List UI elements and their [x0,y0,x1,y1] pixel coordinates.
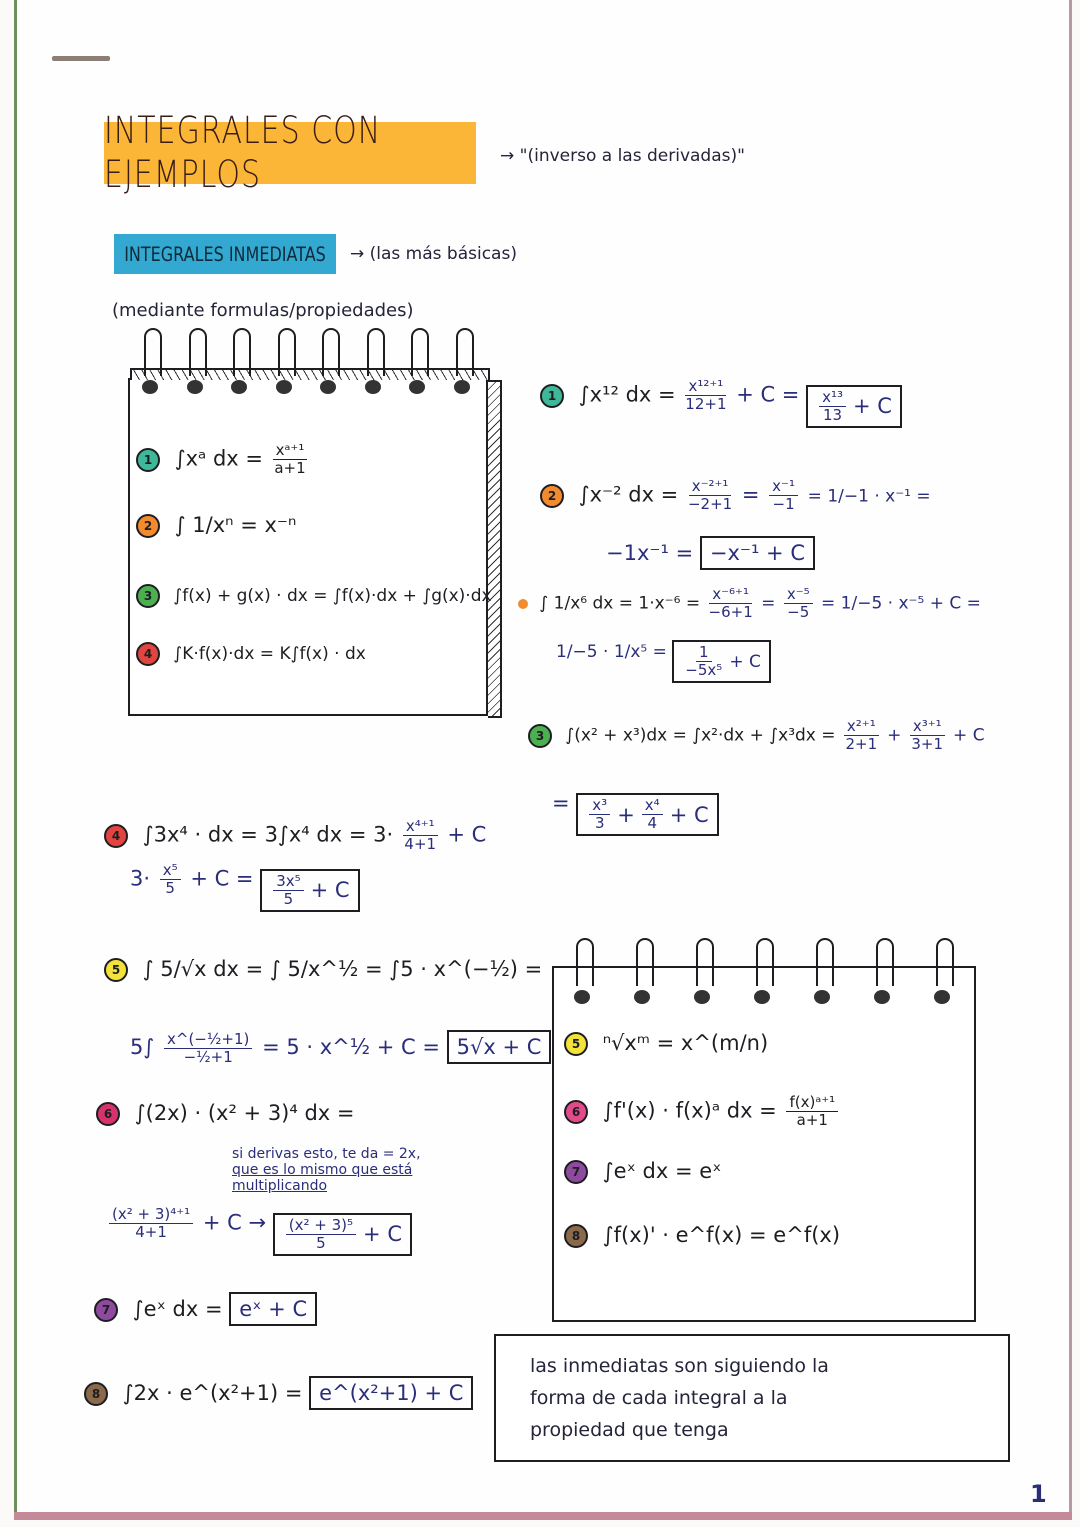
answer-box [273,1213,412,1256]
example-4 [104,818,486,853]
fraction [688,478,732,513]
formula-card-2 [552,966,976,1322]
answer-box: e^(x²+1) + C [309,1376,473,1410]
example-lhs: ∫x⁻² dx = [578,482,679,507]
bullet-icon [518,599,528,609]
denominator: −1 [772,495,795,513]
answer-tail: + C [669,802,709,827]
example-step: 5∫ [130,1035,155,1059]
ring-icon [754,938,774,986]
ring-icon [187,328,207,394]
example-step: + C = [190,866,254,891]
fraction [844,718,879,753]
denominator: 13 [823,405,843,424]
rule-lhs: ∫K·f(x)·dx = [173,644,275,664]
example-2b-result [556,640,771,683]
page-title: INTEGRALES CON EJEMPLOS [104,109,382,197]
example-step: 1/−5 · 1/x⁵ = [556,642,667,662]
answer-box [260,869,359,912]
fraction [685,378,726,413]
ring-icon [814,938,834,986]
example-8 [84,1376,473,1410]
rule-rhs: ∫f(x)·dx + ∫g(x)·dx [332,586,492,606]
example-4-result [130,862,360,912]
example-lhs: ∫(2x) · (x² + 3)⁴ dx = [134,1101,355,1125]
example-lhs: ∫(x² + x³)dx = ∫x²·dx + ∫x³dx = [565,725,836,746]
numerator: 3x⁵ [273,873,303,891]
denominator: −½+1 [183,1047,233,1066]
example-6 [96,1100,355,1126]
example-tail: + C [953,725,985,746]
summary-text [530,1350,829,1446]
denominator: 5 [283,889,294,908]
example-7 [94,1292,317,1326]
denominator: 4+1 [404,835,437,853]
number-badge-icon: 1 [540,384,564,408]
example-5 [104,956,542,982]
example-step: + C → [202,1210,267,1235]
number-badge-icon: 2 [540,484,564,508]
rule-5 [564,1030,768,1056]
example-step: 3· [130,866,151,891]
page-number: 1 [1030,1480,1047,1508]
example-6-annotation [232,1146,421,1194]
answer-tail: + C [310,878,350,902]
example-6-result [106,1206,412,1256]
ring-icon [320,328,340,394]
fraction [642,797,663,832]
number-badge-icon: 2 [136,514,160,538]
answer-tail: + C [729,651,761,672]
answer-box: 5√x + C [447,1030,552,1064]
example-2: 2 ∫x⁻² dx = $\frac{\text{x⁻²⁺¹}}{-2+1}$ = $\frac{\text{x⁻¹}}{-1}$ = 1/−1 · x⁻¹ = [540,478,931,513]
fraction [273,873,303,908]
rule-7 [564,1158,722,1184]
number-badge-icon: 7 [94,1298,118,1322]
subtitle-note: → (las más básicas) [350,244,517,264]
title-highlight [104,109,476,197]
denominator: 2+1 [845,735,878,753]
rule-text: ∫eˣ dx = eˣ [602,1159,722,1183]
example-step: = 5 · x^½ + C = [262,1035,440,1059]
example-2b: ∫ 1/x⁶ dx = 1·x⁻⁶ = $\frac{\text{x⁻⁶⁺¹}}{-6+1}$ = $\frac{\text{x⁻⁵}}{-5}$ = 1/−5 · x⁻⁵ + C = [518,586,981,621]
ring-icon [694,938,714,986]
example-tail: + C [447,822,487,847]
rule-4 [136,642,366,666]
fraction [164,1031,252,1066]
fraction [709,586,753,621]
number-badge-icon: 5 [104,958,128,982]
ring-icon [142,328,162,394]
numerator: f(x)ᵃ⁺¹ [786,1094,838,1112]
example-lhs: ∫ 1/x⁶ dx = 1·x⁻⁶ = [539,593,701,614]
number-badge-icon: 6 [564,1100,588,1124]
fraction [286,1217,356,1252]
answer-tail: + C [363,1222,402,1246]
page-edge [14,1512,1072,1520]
denominator: −5 [787,603,810,621]
fraction [589,797,610,832]
fraction [160,862,181,897]
rule-text: ⁿ√xᵐ = x^(m/n) [602,1031,769,1055]
number-badge-icon: 4 [136,642,160,666]
ring-icon [454,328,474,394]
numerator: xᵃ⁺¹ [273,442,308,460]
numerator: x¹²⁺¹ [685,378,726,396]
method-note: (mediante formulas/propiedades) [112,300,414,321]
numerator: x^(−½+1) [164,1031,252,1049]
answer-box: $\frac{\text{x³}}{3}$ + $\frac{\text{x⁴}}{4}$ + C [576,793,718,836]
annotation-line: multiplicando [232,1178,328,1194]
denominator: 4+1 [135,1223,167,1241]
rule-lhs: ∫f'(x) · f(x)ᵃ dx = [602,1098,777,1123]
card-side-edge [488,380,502,718]
denominator: 3 [594,814,605,832]
denominator: 5 [165,879,175,897]
numerator: x⁻²⁺¹ [689,478,732,496]
numerator: x²⁺¹ [844,718,879,736]
answer-box: −x⁻¹ + C [700,536,815,570]
denominator: 12+1 [685,395,727,413]
annotation-line: que es lo mismo que está [232,1162,413,1178]
denominator: a+1 [796,1111,828,1129]
example-lhs: ∫2x · e^(x²+1) = [122,1381,303,1405]
numerator: 1 [696,644,712,662]
rule-8 [564,1222,840,1248]
ring-icon [934,938,954,986]
number-badge-icon: 3 [528,724,552,748]
ring-icon [231,328,251,394]
ring-icon [276,328,296,394]
fraction [786,1094,838,1129]
number-badge-icon: 4 [104,824,128,848]
example-step: = 1/−1 · x⁻¹ = [807,486,931,507]
ring-icon [365,328,385,394]
example-2-result [606,536,815,570]
denominator: 4 [647,814,658,832]
spiral-rings [554,938,974,986]
number-badge-icon: 1 [136,448,160,472]
denominator: −5x⁵ [685,661,723,679]
numerator: x⁻¹ [769,478,798,496]
fraction [819,389,846,424]
denominator: a+1 [274,459,306,477]
number-badge-icon: 8 [564,1224,588,1248]
rule-rhs: K∫f(x) · dx [279,644,366,664]
ring-icon [874,938,894,986]
example-mid: + C = [736,382,800,407]
example-step: −1x⁻¹ = [606,541,694,565]
fraction [784,586,813,621]
summary-line: propiedad que tenga [530,1419,729,1441]
spiral-rings [130,328,486,394]
rule-lhs: ∫f(x) + g(x) · dx = [173,586,328,606]
rule-lhs: ∫xᵃ dx = [174,446,263,471]
title-note: → "(inverso a las derivadas)" [500,146,745,166]
ring-icon [634,938,654,986]
summary-line: forma de cada integral a la [530,1387,788,1409]
example-5-result [130,1030,551,1066]
numerator: (x² + 3)⁴⁺¹ [109,1206,193,1224]
numerator: x⁻⁶⁺¹ [709,586,752,604]
tape-strip [52,56,110,61]
numerator: x³ [589,797,610,815]
annotation-line: si derivas esto, te da = 2x, [232,1146,421,1162]
ring-icon [409,328,429,394]
denominator: −2+1 [687,495,733,513]
denominator: 5 [316,1233,326,1252]
numerator: (x² + 3)⁵ [286,1217,356,1235]
example-lhs: ∫eˣ dx = [132,1297,223,1321]
number-badge-icon: 8 [84,1382,108,1406]
answer-box [806,385,902,428]
number-badge-icon: 3 [136,584,160,608]
answer-box [672,640,771,683]
example-1 [540,378,902,428]
rule-6 [564,1094,841,1129]
numerator: x⁴ [642,797,663,815]
rule-lhs: ∫ 1/xⁿ = [174,513,258,537]
fraction [910,718,945,753]
numerator: x¹³ [819,389,846,407]
fraction [109,1206,193,1241]
example-step: = 1/−5 · x⁻⁵ + C = [821,593,981,614]
example-lhs: ∫x¹² dx = [578,382,676,407]
section-title: INTEGRALES INMEDIATAS [124,242,326,266]
rule-text: ∫f(x)' · e^f(x) = e^f(x) [602,1223,841,1247]
summary-line: las inmediatas son siguiendo la [530,1355,829,1377]
fraction [769,478,798,513]
answer-tail: + C [853,394,892,418]
example-3-result: = $\frac{\text{x³}}{3}$ + $\frac{\text{x⁴}}{4}$ + C [552,790,719,836]
number-badge-icon: 5 [564,1032,588,1056]
subtitle-highlight [114,234,336,274]
denominator: −6+1 [708,603,753,621]
numerator: x⁻⁵ [784,586,813,604]
example-3: 3 ∫(x² + x³)dx = ∫x²·dx + ∫x³dx = $\frac{\text{x²⁺¹}}{2+1}$ + $\frac{\text{x³⁺¹}}{3+1}$ + C [528,718,985,753]
number-badge-icon: 7 [564,1160,588,1184]
rule-2 [136,512,296,538]
formula-card-1 [128,378,492,716]
example-lhs: ∫3x⁴ · dx = 3∫x⁴ dx = 3· [142,822,394,847]
answer-box: eˣ + C [229,1292,317,1326]
ring-icon [574,938,594,986]
fraction [273,442,308,477]
rule-rhs: x⁻ⁿ [264,513,297,537]
denominator: 3+1 [911,735,944,753]
example-lhs: ∫ 5/√x dx = ∫ 5/x^½ = ∫5 · x^(−½) = [142,957,543,981]
numerator: x³⁺¹ [910,718,945,736]
numerator: x⁴⁺¹ [403,818,438,836]
fraction [403,818,438,853]
rule-3 [136,584,492,608]
rule-1 [136,442,310,477]
summary-box [494,1334,1010,1462]
fraction [685,644,722,679]
numerator: x⁵ [160,862,181,880]
number-badge-icon: 6 [96,1102,120,1126]
